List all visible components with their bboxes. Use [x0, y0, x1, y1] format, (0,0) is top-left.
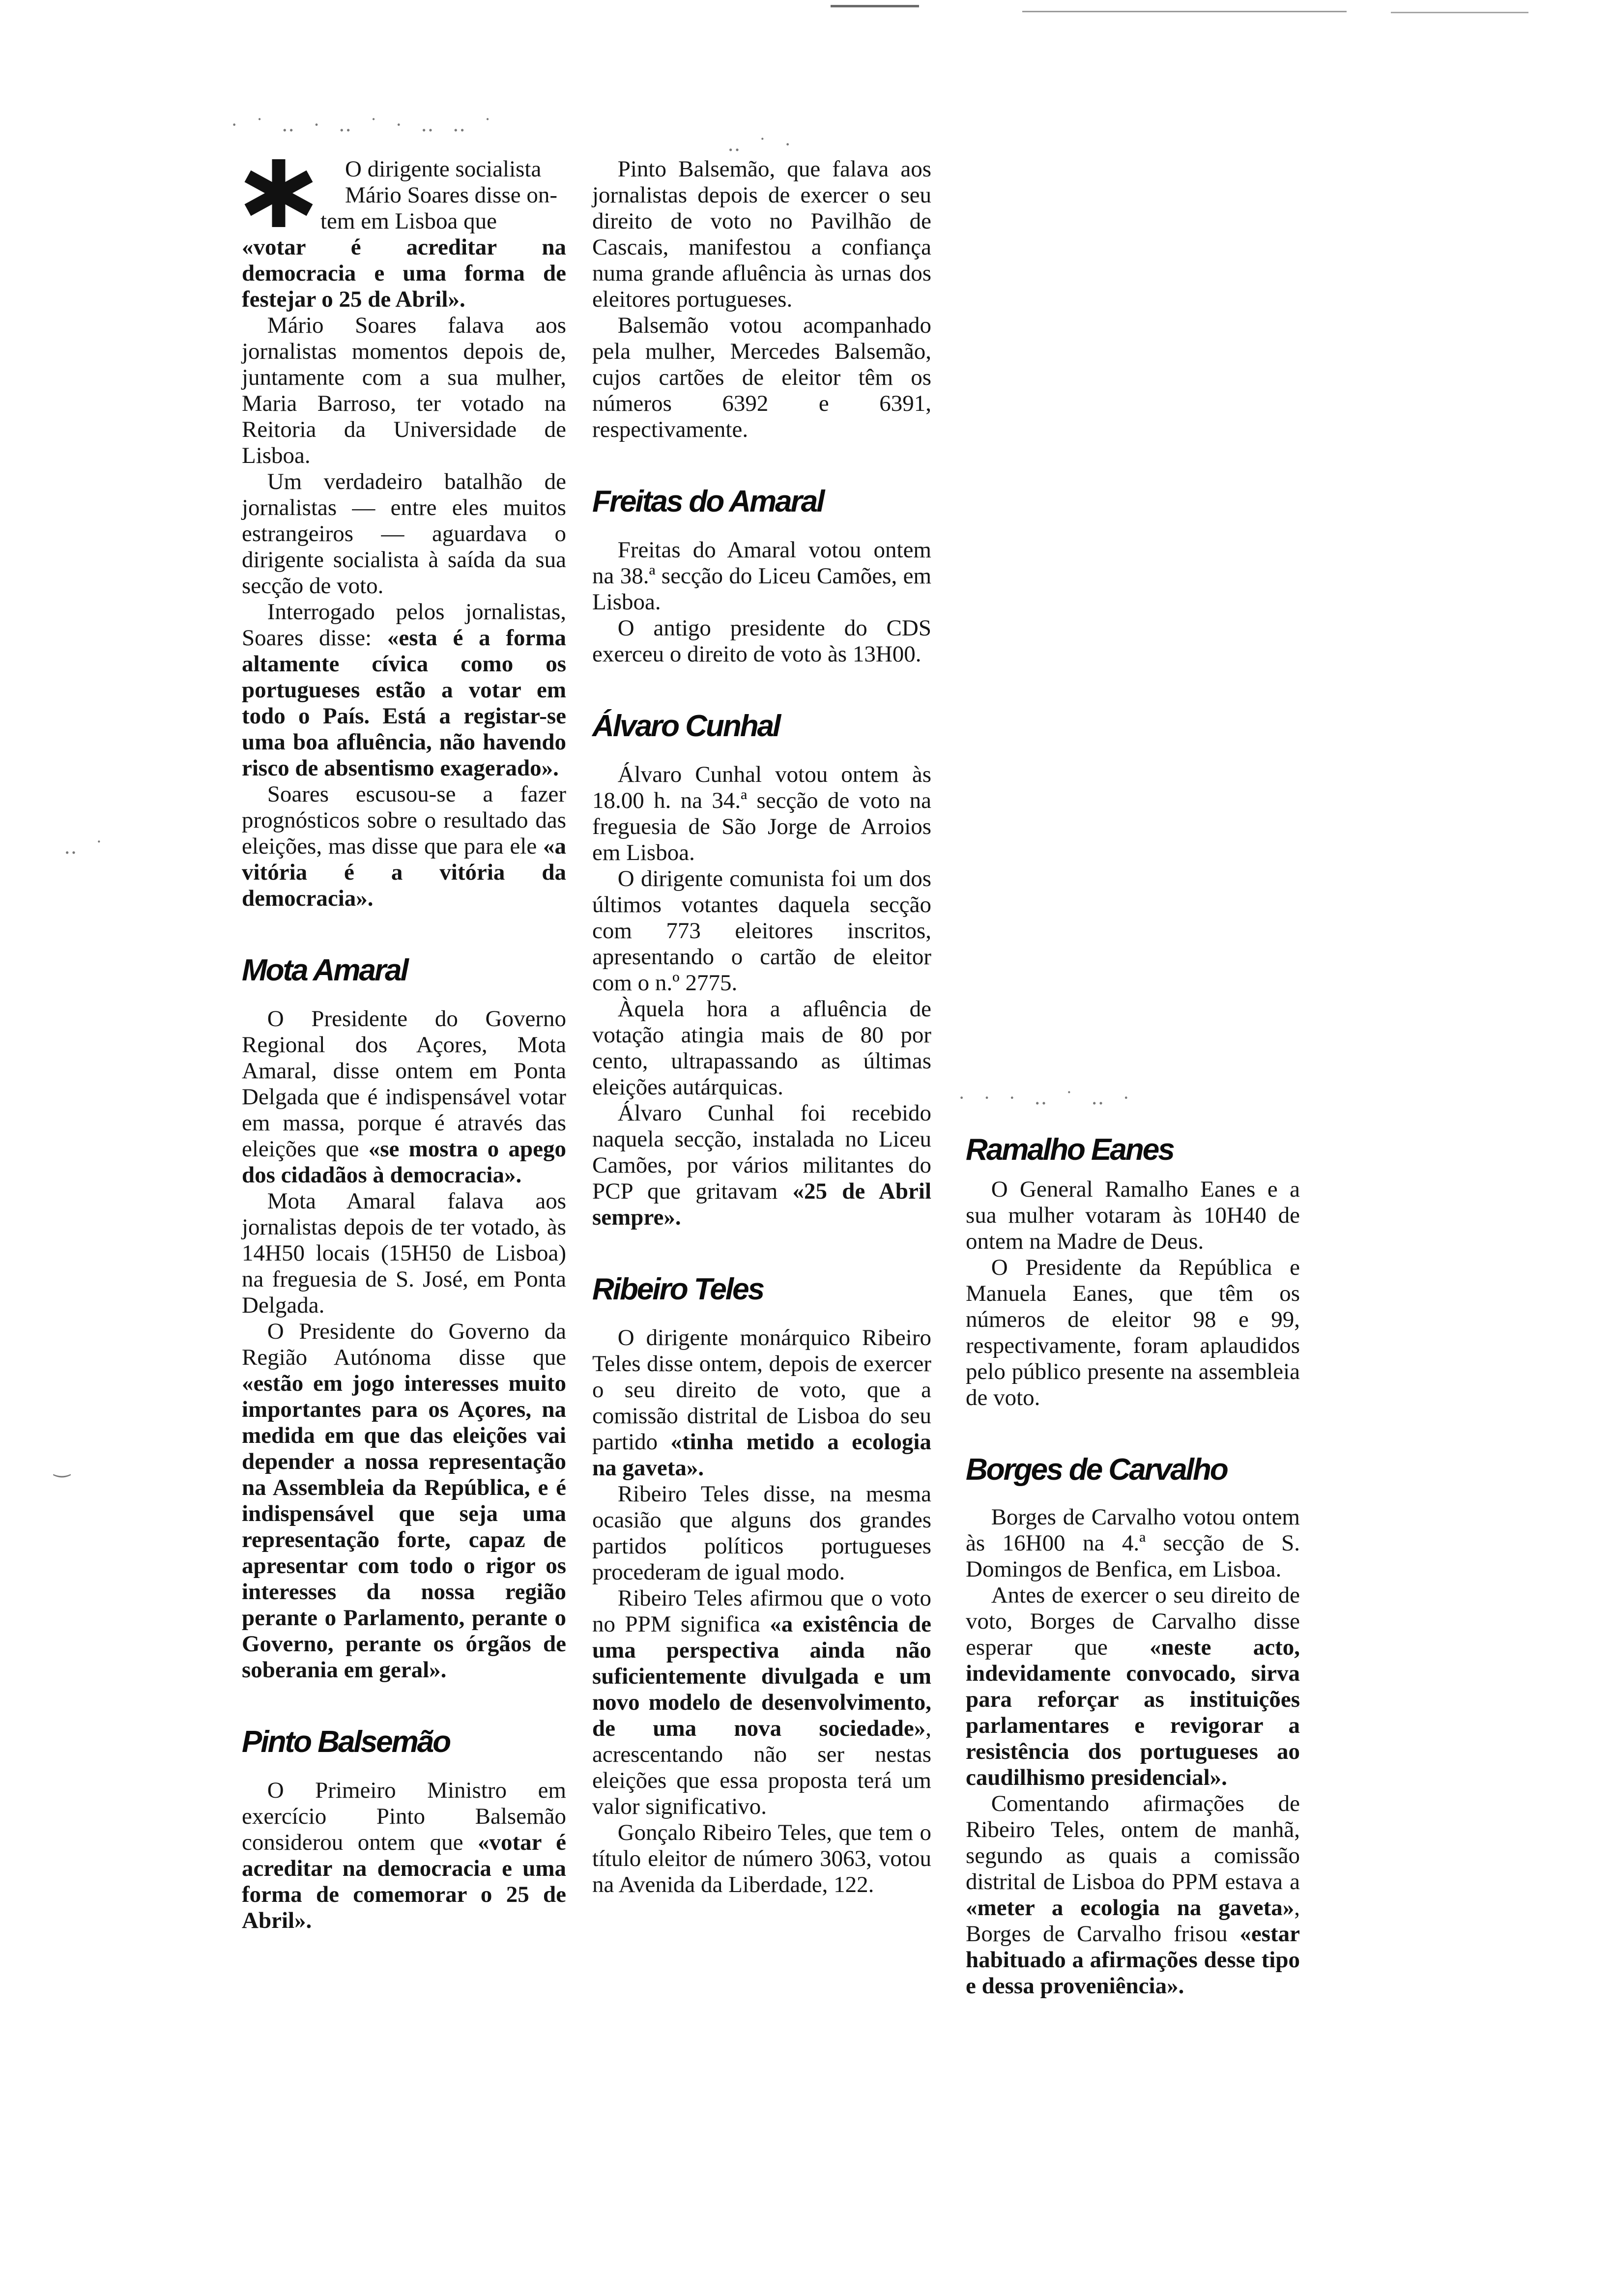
scan-speckle: · · · ‥ ˙ ‥ · [958, 1087, 1136, 1109]
paragraph: O antigo presidente do CDS exerceu o direito de voto às 13H00. [592, 615, 931, 667]
quote-bold: «estar habituado a afirmações desse tipo e dessa proveniência». [966, 1921, 1300, 1999]
lead-line: tem em Lisboa que [320, 208, 497, 234]
quote-bold: «25 de Abril sempre». [592, 1178, 932, 1230]
column-3 [966, 1130, 1300, 1999]
lead-quote: «votar é acreditar na democracia e uma forma de festejar o 25 de Abril». [242, 234, 566, 312]
scan-edge-line [1022, 11, 1347, 12]
section-heading-ribeiro-teles: Ribeiro Teles [592, 1272, 764, 1306]
paragraph: Borges de Carvalho votou ontem às 16H00 na 4.ª secção de S. Domingos de Benfica, em Lisboa. [966, 1504, 1300, 1582]
section-heading-freitas-do-amaral: Freitas do Amaral [592, 485, 824, 518]
paragraph [592, 1100, 931, 1231]
section-heading-borges-de-carvalho: Borges de Carvalho [966, 1453, 1227, 1487]
paragraph: Balsemão votou acompanhado pela mulher, Mercedes Balsemão, cujos cartões de eleitor têm os números 6392 e 6391, respectivamente. [592, 313, 931, 442]
paragraph: O Presidente da República e Manuela Eanes, que têm os números de eleitor 98 e 99, respectivamente, foram aplaudidos pelo público presente na assembleia de voto. [966, 1255, 1300, 1410]
paragraph: Ribeiro Teles disse, na mesma ocasião que alguns dos grandes partidos políticos portugueses procederam de igual modo. [592, 1481, 931, 1585]
quote-bold: «meter a ecologia na gaveta» [966, 1895, 1295, 1921]
paragraph: Àquela hora a afluência de votação atingia mais de 80 por cento, ultrapassando as últimas eleições autárquicas. [592, 996, 931, 1100]
paragraph [242, 1006, 566, 1188]
paragraph: Pinto Balsemão, que falava aos jornalistas depois de exercer o seu direito de voto no Pavilhão de Cascais, manifestou a confiança numa grande afluência às urnas dos eleitores portugueses. [592, 156, 931, 312]
quote-bold: «estão em jogo interesses muito importantes para os Açores, na medida em que das eleições vai depender a nossa representação na Assembleia da República, e é indispensável que seja uma representação forte, capaz de apresentar com todo o rigor os interesses da nossa região perante o Parlamento, perante o Governo, perante os órgãos de soberania em geral». [242, 1371, 566, 1683]
quote-bold: «a existência de uma perspectiva ainda não suficientemente divulgada e um novo modelo de desenvolvimento, de uma nova sociedade» [592, 1611, 931, 1741]
paragraph: Um verdadeiro batalhão de jornalistas — entre eles muitos estrangeiros — aguardava o dirigente socialista à saída da sua secção de voto. [242, 469, 566, 599]
paragraph [592, 1325, 931, 1481]
paragraph: O General Ramalho Eanes e a sua mulher votaram às 10H40 de ontem na Madre de Deus. [966, 1177, 1300, 1254]
paragraph: O dirigente comunista foi um dos últimos votantes daquela secção com 773 eleitores inscritos, apresentando o cartão de eleitor com o n.º 2775. [592, 866, 931, 996]
lead-line: O dirigente socialista [345, 156, 542, 182]
scan-speckle: ‿ [54, 1455, 77, 1477]
paragraph-text: , Borges de Carvalho frisou [966, 1895, 1300, 1947]
quote-bold: «se mostra o apego dos cidadãos à democracia». [242, 1136, 566, 1188]
paragraph-text: O Presidente do Governo Regional dos Açores, Mota Amaral, disse ontem em Ponta Delgada que é indispensável votar em massa, porque é através das eleições que [242, 1006, 566, 1162]
paragraph-text: , acrescentando não ser nestas eleições que essa proposta terá um valor significativo. [592, 1716, 931, 1819]
paragraph-text: O Primeiro Ministro em exercício Pinto Balsemão considerou ontem que [242, 1778, 566, 1855]
paragraph [242, 1778, 566, 1934]
paragraph [592, 1585, 931, 1820]
paragraph-text: O Presidente do Governo da Região Autónoma disse que [242, 1319, 566, 1370]
quote-bold: «tinha metido a ecologia na gaveta». [592, 1429, 931, 1481]
asterisk-bullet-icon [242, 156, 316, 230]
scan-speckle: ‥ ˙ · [727, 133, 798, 155]
paragraph: Mota Amaral falava aos jornalistas depois de ter votado, às 14H50 locais (15H50 de Lisboa) na freguesia de S. José, em Ponta Delgada. [242, 1188, 566, 1318]
lead-line: Mário Soares disse on- [345, 182, 558, 208]
paragraph-text: Antes de exercer o seu direito de voto, Borges de Carvalho disse esperar que [966, 1582, 1300, 1660]
paragraph-text: Comentando afirmações de Ribeiro Teles, ontem de manhã, segundo as quais a comissão distrital de Lisboa do PPM estava a [966, 1791, 1300, 1894]
paragraph-text: O dirigente monárquico Ribeiro Teles disse ontem, depois de exercer o seu direito de voto, que a comissão distrital de Lisboa do seu partido [592, 1325, 931, 1455]
section-heading-pinto-balsemao: Pinto Balsemão [242, 1725, 450, 1759]
paragraph [242, 781, 566, 912]
paragraph: Álvaro Cunhal votou ontem às 18.00 h. na 34.ª secção de voto na freguesia de São Jorge de Arroios em Lisboa. [592, 762, 931, 865]
section-heading-ramalho-eanes: Ramalho Eanes [966, 1133, 1174, 1167]
section-heading-alvaro-cunhal: Álvaro Cunhal [592, 709, 780, 743]
quote-bold: «votar é acreditar na democracia e uma forma de comemorar o 25 de Abril». [242, 1830, 567, 1933]
paragraph-text: Interrogado pelos jornalistas, Soares disse: [242, 599, 566, 651]
scan-edge-line [1391, 12, 1528, 13]
quote-bold: «a vitória é a vitória da democracia». [242, 833, 566, 911]
paragraph [242, 599, 566, 781]
quote-bold: «neste acto, indevidamente convocado, sirva para reforçar as instituições parlamentares e revigorar a resistência dos portugueses ao caudilhismo presidencial». [966, 1635, 1300, 1790]
quote-bold: «esta é a forma altamente cívica como os portugueses estão a votar em todo o País. Está a registar-se uma boa afluência, não havendo risco de absentismo exagerado». [242, 625, 566, 781]
paragraph [242, 1319, 566, 1683]
paragraph [966, 1791, 1300, 1999]
scan-speckle: · ˙ ‥ · ‥ ˙ · ‥ ‥ ˙ [231, 114, 498, 136]
paragraph [966, 1582, 1300, 1791]
column-1 [242, 156, 566, 1934]
column-2 [592, 156, 931, 1898]
paragraph-text: Ribeiro Teles afirmou que o voto no PPM significa [592, 1585, 931, 1637]
scan-edge-line [831, 5, 919, 7]
paragraph-text: Álvaro Cunhal foi recebido naquela secção, instalada no Liceu Camões, por vários militantes do PCP que gritavam [592, 1100, 931, 1204]
paragraph-text: Soares escusou-se a fazer prognósticos sobre o resultado das eleições, mas disse que para ele [242, 781, 566, 859]
section-heading-mota-amaral: Mota Amaral [242, 953, 407, 987]
scan-speckle: ‥ ˙ [64, 836, 109, 858]
paragraph: Mário Soares falava aos jornalistas momentos depois de, juntamente com a sua mulher, Maria Barroso, ter votado na Reitoria da Universidade de Lisboa. [242, 313, 566, 468]
paragraph: Freitas do Amaral votou ontem na 38.ª secção do Liceu Camões, em Lisboa. [592, 537, 931, 615]
lead-article-soares [242, 156, 566, 313]
paragraph: Gonçalo Ribeiro Teles, que tem o título eleitor de número 3063, votou na Avenida da Liberdade, 122. [592, 1820, 931, 1897]
